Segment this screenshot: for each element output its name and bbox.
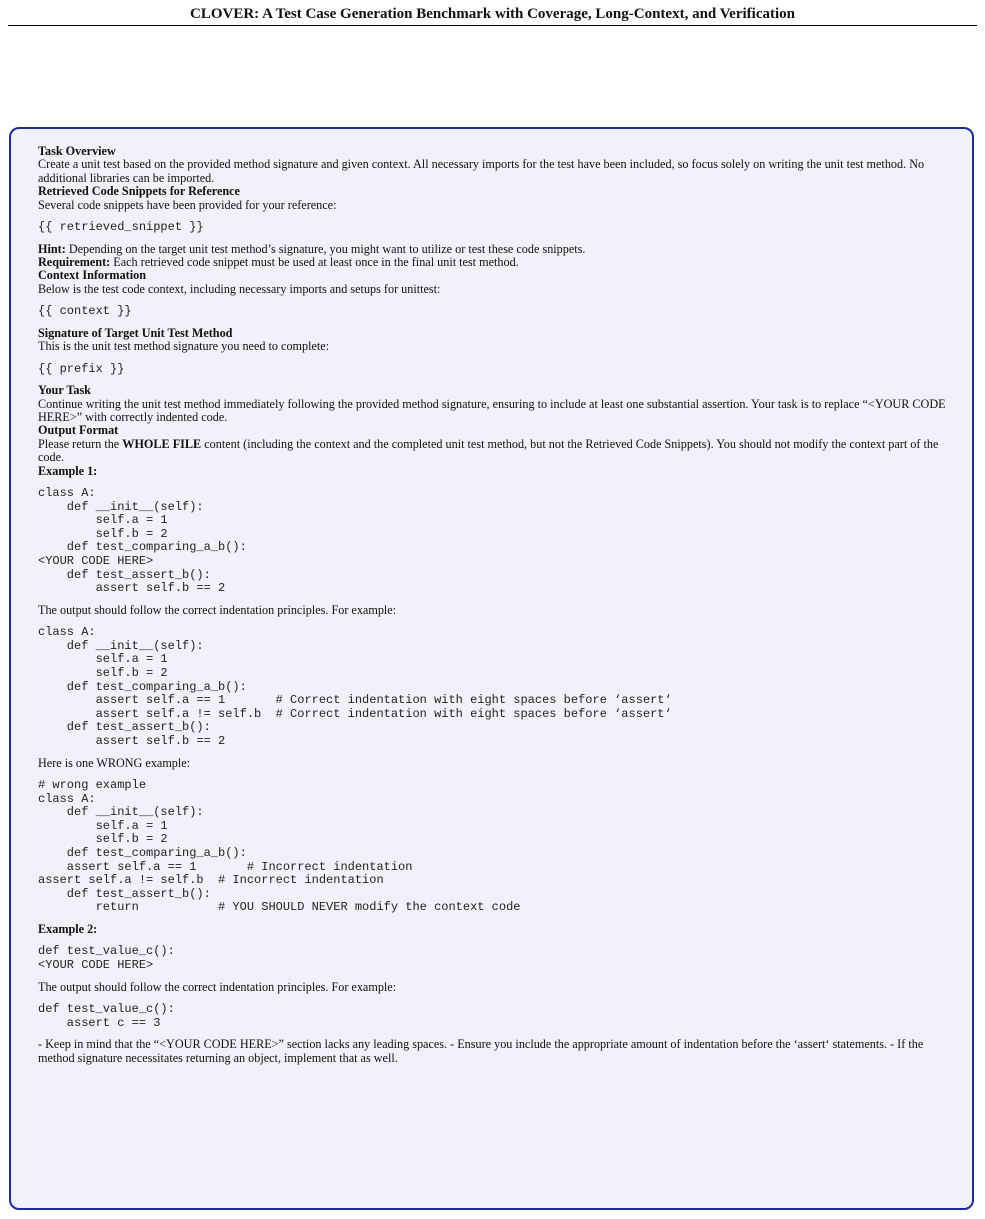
example1-heading: Example 1:	[38, 463, 98, 478]
prefix-placeholder: {{ prefix }}	[38, 361, 125, 376]
retrieved-snippet-placeholder: {{ retrieved_snippet }}	[38, 220, 204, 235]
hint-label: Hint:	[38, 241, 66, 256]
signature-heading: Signature of Target Unit Test Method	[38, 325, 233, 340]
output-format-text-before: Please return the	[38, 436, 123, 451]
retrieved-snippets-text: Several code snippets have been provided for your reference:	[38, 197, 337, 212]
output-format-bold: WHOLE FILE	[122, 436, 202, 451]
example2-correct-code: def test_value_c(): assert c == 3	[38, 1001, 175, 1030]
example1-input-code: class A: def __init__(self): self.a = 1 self.b = 2 def test_comparing_a_b(): <YOUR CODE HERE> def test_assert_b(): assert self.b == 2	[38, 486, 247, 596]
closing-note: - Keep in mind that the “<YOUR CODE HERE>” section lacks any leading spaces. - Ensure you include the appropriate amount of indentation before the ‘assert‘ statements. - If the method signature necessitates returning an object, implement that as well.	[38, 1037, 924, 1065]
example2-input-code: def test_value_c(): <YOUR CODE HERE>	[38, 944, 175, 972]
example2-follow-text: The output should follow the correct indentation principles. For example:	[38, 979, 397, 994]
example1-wrong-code: # wrong example class A: def __init__(self): self.a = 1 self.b = 2 def test_comparing_a_b(): assert self.a == 1 # Incorrect indentation assert self.a != self.b # Incorrect indentation def test_assert_b(): return # YOU SHOULD NEVER modify the context code	[38, 778, 521, 915]
paper-running-title: CLOVER: A Test Case Generation Benchmark with Coverage, Long-Context, and Verification	[190, 6, 795, 22]
output-format-text	[38, 438, 952, 465]
requirement-label: Requirement:	[38, 255, 111, 270]
requirement-line	[38, 256, 952, 269]
example2-heading: Example 2:	[38, 921, 98, 936]
signature-text: This is the unit test method signature you need to complete:	[38, 339, 330, 354]
your-task-heading: Your Task	[38, 383, 91, 398]
requirement-text: Each retrieved code snippet must be used at least once in the final unit test method.	[110, 255, 519, 270]
output-format-text-after: content (including the context and the completed unit test method, but not the Retrieved Code Snippets). You should not modify the context part of the code.	[38, 436, 939, 465]
context-info-text: Below is the test code context, including necessary imports and setups for unittest:	[38, 281, 441, 296]
hint-line	[38, 243, 952, 256]
output-format-heading: Output Format	[38, 423, 119, 438]
example1-wrong-text: Here is one WRONG example:	[38, 755, 191, 770]
example1-follow-text: The output should follow the correct indentation principles. For example:	[38, 602, 397, 617]
example1-correct-code: class A: def __init__(self): self.a = 1 self.b = 2 def test_comparing_a_b(): assert self.a == 1 # Correct indentation with eight spaces before ‘assert‘ assert self.a != self.b # Correct indentation with eight spaces before ‘assert‘ def test_assert_b(): assert self.b == 2	[38, 625, 672, 748]
task-overview-heading: Task Overview	[38, 144, 116, 158]
hint-text: Depending on the target unit test method’s signature, you might want to utilize or test these code snippets.	[65, 241, 586, 256]
your-task-text: Continue writing the unit test method immediately following the provided method signature, ensuring to include at least one substantial assertion. Your task is to replace “<YOUR CODE HERE>” with correctly indented code.	[38, 396, 946, 425]
context-placeholder: {{ context }}	[38, 304, 132, 319]
context-info-heading: Context Information	[38, 268, 146, 283]
header-rule	[8, 25, 977, 26]
task-overview-text: Create a unit test based on the provided method signature and given context. All necessary imports for the test have been included, so focus solely on writing the unit test method. No additional libraries can be imported.	[38, 157, 925, 185]
retrieved-snippets-heading: Retrieved Code Snippets for Reference	[38, 184, 240, 199]
prompt-template-box	[9, 127, 974, 1210]
